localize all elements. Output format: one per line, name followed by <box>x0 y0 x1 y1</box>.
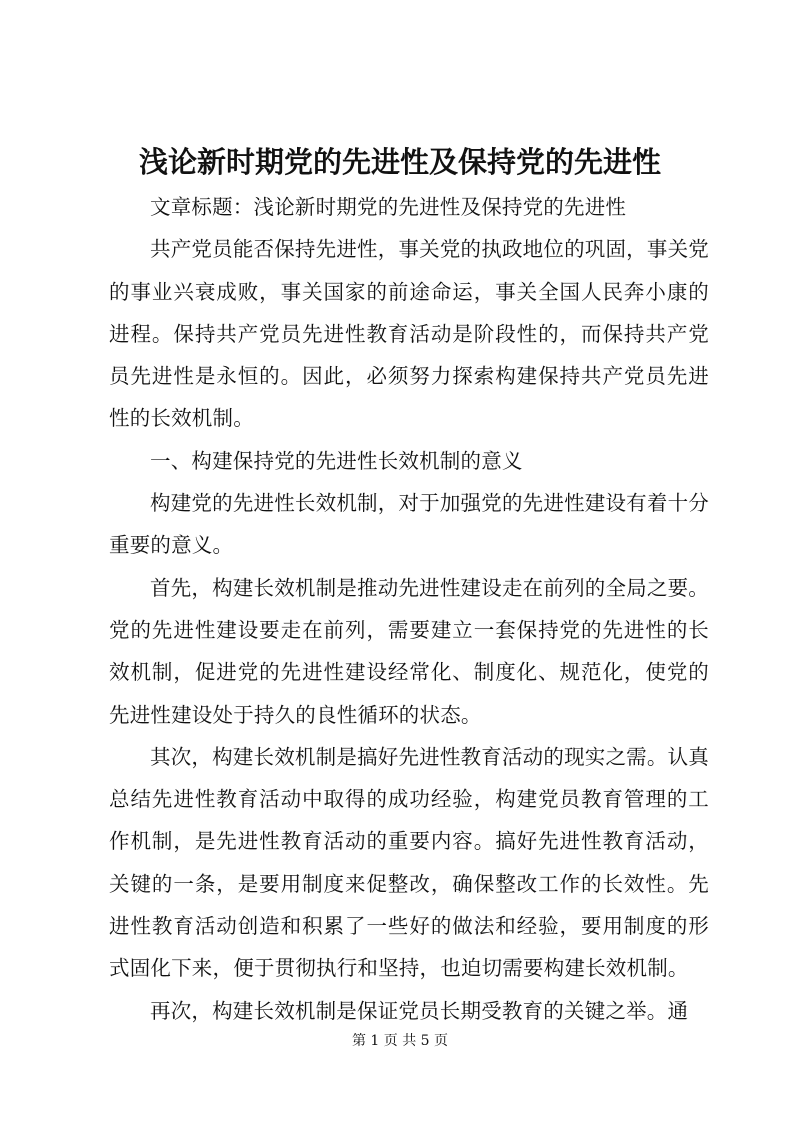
section-heading: 一、构建保持党的先进性长效机制的意义 <box>150 448 523 473</box>
page-footer: 第 1 页 共 5 页 <box>351 1033 449 1049</box>
paragraph-first: 首先，构建长效机制是推动先进性建设走在前列的全局之要。党的先进性建设要走在前列，需要建立一套保持党的先进性的长效机制，促进党的先进性建设经常化、制度化、规范化，使党的先进性建设处于持久的良性循环的状态。 <box>109 575 709 727</box>
paragraph-intro: 共产党员能否保持先进性，事关党的执政地位的巩固，事关党的事业兴衰成败，事关国家的前途命运，事关全国人民奔小康的进程。保持共产党员先进性教育活动是阶段性的，而保持共产党员先进性是永恒的。因此，必须努力探索构建保持共产党员先进性的长效机制。 <box>109 237 709 431</box>
paragraph-second: 其次，构建长效机制是搞好先进性教育活动的现实之需。认真总结先进性教育活动中取得的成功经验，构建党员教育管理的工作机制，是先进性教育活动的重要内容。搞好先进性教育活动，关键的一条，是要用制度来促整改，确保整改工作的长效性。先进性教育活动创造和积累了一些好的做法和经验，要用制度的形式固化下来，便于贯彻执行和坚持，也迫切需要构建长效机制。 <box>109 744 709 981</box>
document-body <box>109 186 709 1032</box>
paragraph-third: 再次，构建长效机制是保证党员长期受教育的关键之举。通 <box>150 998 689 1023</box>
paragraph-significance: 构建党的先进性长效机制，对于加强党的先进性建设有着十分重要的意义。 <box>109 491 709 558</box>
article-title-line: 文章标题：浅论新时期党的先进性及保持党的先进性 <box>150 195 627 219</box>
document-title: 浅论新时期党的先进性及保持党的先进性 <box>138 145 661 179</box>
